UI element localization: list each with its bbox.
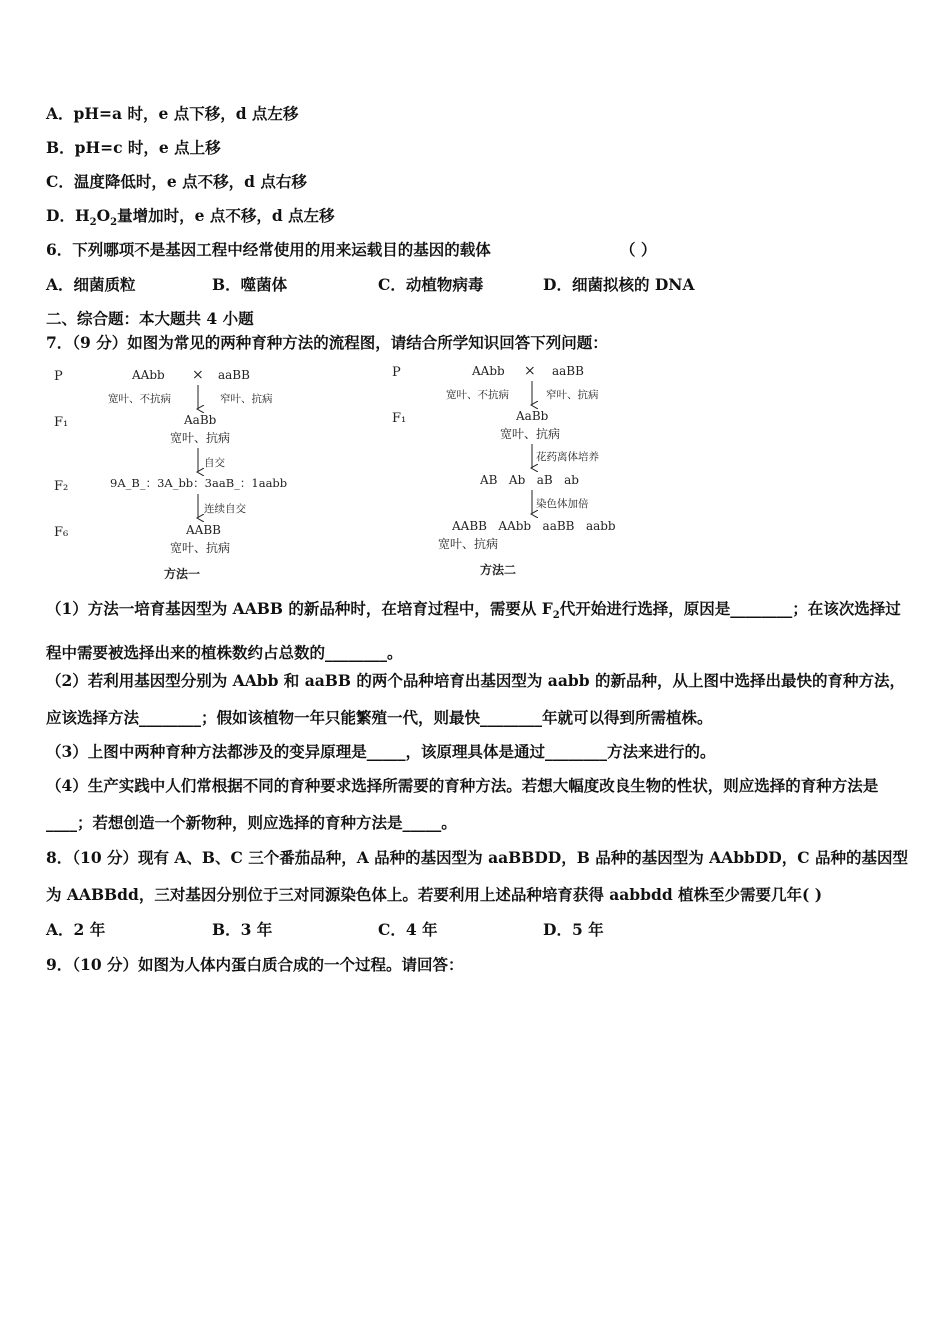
option-8a: A．2 年 <box>46 920 106 939</box>
option-5a: A．pH=a 时，e 点下移，d 点左移 <box>46 104 299 123</box>
option-6c: C．动植物病毒 <box>378 275 484 294</box>
option-6d: D．细菌拟核的 DNA <box>543 275 695 294</box>
question-8-stem: 8．（10 分）现有 A、B、C 三个番茄品种，A 品种的基因型为 aaBBDD，B 品种的基因型为 AAbbDD，C 品种的基因型为 AABBdd，三对基因分别位于三对同源染色体上。若要利用上述品种培育获得 aabbdd 植株至少需要几年( ) <box>46 848 908 904</box>
breeding-diagram <box>46 360 666 590</box>
left-step1: 自交 <box>204 457 225 469</box>
left-f1-label: F₁ <box>54 415 69 430</box>
left-f1-trait: 宽叶、抗病 <box>170 431 231 445</box>
left-f6-trait: 宽叶、抗病 <box>170 541 231 555</box>
right-step1: 花药离体培养 <box>536 451 599 463</box>
left-cross: × <box>192 367 204 383</box>
section-heading: 二、综合题：本大题共 4 小题 <box>46 309 254 328</box>
option-5d: D．$H_2O_2$量增加时，e 点不移，d 点左移 <box>46 206 335 229</box>
right-trait1: 宽叶、不抗病 <box>446 389 509 401</box>
question-6-stem: 6．下列哪项不是基因工程中经常使用的用来运载目的基因的载体 <box>46 240 491 259</box>
left-f6-genotype: AABB <box>186 523 221 537</box>
option-6a: A．细菌质粒 <box>46 275 136 294</box>
option-8d: D．5 年 <box>543 920 604 939</box>
right-trait2: 窄叶、抗病 <box>546 389 599 401</box>
left-method-name: 方法一 <box>164 567 201 581</box>
left-parent2: aaBB <box>218 368 250 382</box>
question-6-paren: （ ） <box>620 240 657 259</box>
option-5b: B．pH=c 时，e 点上移 <box>46 138 221 157</box>
left-f1-genotype: AaBb <box>184 413 217 427</box>
left-f2-label: F₂ <box>54 479 69 494</box>
option-8c: C．4 年 <box>378 920 438 939</box>
left-parent1: AAbb <box>132 368 165 382</box>
right-final-genotypes: AABB AAbb aaBB aabb <box>452 519 616 533</box>
left-trait2: 窄叶、抗病 <box>220 393 273 405</box>
option-5c: C．温度降低时，e 点不移，d 点右移 <box>46 172 307 191</box>
question-7-part-2: （2）若利用基因型分别为 AAbb 和 aaBB 的两个品种培育出基因型为 aabb 的新品种，从上图中选择出最快的育种方法，应该选择方法________；假如该植物一年只能繁殖一代，则最快________年就可以得到所需植株。 <box>46 671 905 727</box>
question-7-part-1: （1）方法一培育基因型为 AABB 的新品种时，在培育过程中，需要从 $F_2$代开始进行选择，原因是________；在该次选择过程中需要被选择出来的植株数约占总数的________。 <box>46 599 901 663</box>
question-7-stem: 7．（9 分）如图为常见的两种育种方法的流程图，请结合所学知识回答下列问题： <box>46 333 608 352</box>
right-step2: 染色体加倍 <box>536 498 589 510</box>
right-gametes: AB Ab aB ab <box>480 473 579 487</box>
option-8b: B．3 年 <box>212 920 273 939</box>
right-p-label: P <box>392 365 401 380</box>
question-9-stem: 9．（10 分）如图为人体内蛋白质合成的一个过程。请回答： <box>46 955 464 974</box>
right-cross: × <box>524 363 536 379</box>
right-parent2: aaBB <box>552 364 584 378</box>
right-f1-label: F₁ <box>392 411 407 426</box>
right-final-trait: 宽叶、抗病 <box>438 537 499 551</box>
left-trait1: 宽叶、不抗病 <box>108 393 171 405</box>
breeding-diagram-svg <box>46 360 666 590</box>
option-6b: B．噬菌体 <box>212 275 288 294</box>
right-f1-genotype: AaBb <box>516 409 549 423</box>
right-method-name: 方法二 <box>480 563 517 577</box>
left-p-label: P <box>54 369 63 384</box>
right-parent1: AAbb <box>472 364 505 378</box>
left-step2: 连续自交 <box>204 503 246 515</box>
right-f1-trait: 宽叶、抗病 <box>500 427 561 441</box>
left-f6-label: F₆ <box>54 525 69 540</box>
left-f2-ratio: 9A_B_：3A_bb：3aaB_：1aabb <box>110 476 288 490</box>
question-7-part-3: （3）上图中两种育种方法都涉及的变异原理是_____，该原理具体是通过________方法来进行的。 <box>46 742 716 761</box>
question-7-part-4: （4）生产实践中人们常根据不同的育种要求选择所需要的育种方法。若想大幅度改良生物的性状，则应选择的育种方法是____；若想创造一个新物种，则应选择的育种方法是_____。 <box>46 776 879 832</box>
